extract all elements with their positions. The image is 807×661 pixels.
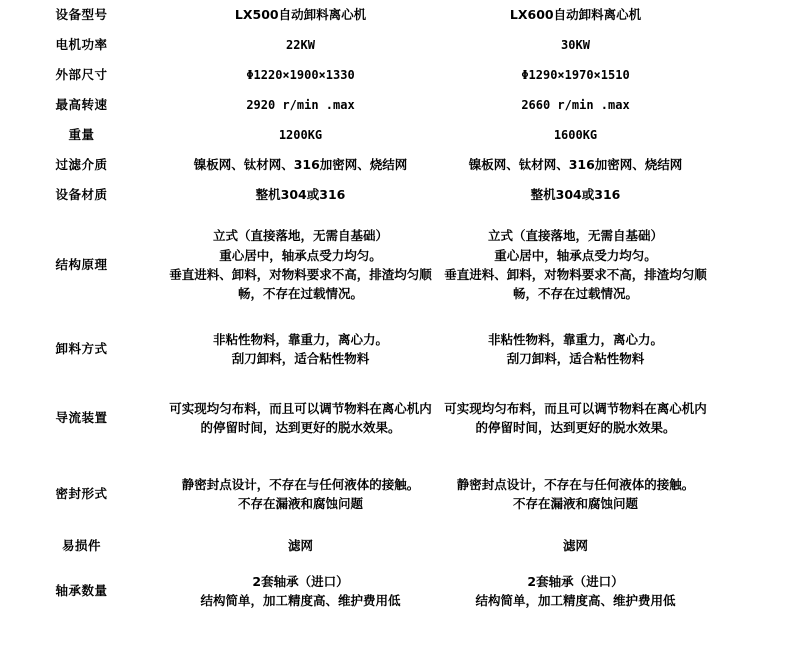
table-row: [0, 458, 807, 530]
cell-line: 重心居中，轴承点受力均匀。: [219, 247, 382, 263]
spacer-cell: [713, 0, 807, 30]
table-row: [0, 60, 807, 90]
model-lx500-value: [163, 120, 438, 150]
model-lx600-value: [438, 320, 713, 378]
model-lx500-value: [163, 0, 438, 30]
model-lx600-value: [438, 30, 713, 60]
spacer-cell: [713, 30, 807, 60]
model-lx500-value: [163, 60, 438, 90]
model-lx600-value: [438, 60, 713, 90]
model-lx600-value: [438, 378, 713, 458]
cell-line: 滤网: [287, 538, 313, 554]
table-row: [0, 320, 807, 378]
model-lx600-value: [438, 180, 713, 210]
model-lx600-value: [438, 150, 713, 180]
cell-line: 非粘性物料，靠重力，离心力。: [212, 331, 388, 347]
cell-line: 1600KG: [553, 127, 598, 142]
table-row: [0, 530, 807, 562]
cell-line: 重心居中，轴承点受力均匀。: [494, 247, 657, 263]
row-label: 最高转速: [55, 97, 108, 113]
row-label: 卸料方式: [55, 341, 108, 357]
cell-line: 垂直进料、卸料，对物料要求不高，排渣均匀顺: [169, 267, 432, 282]
table-row: [0, 120, 807, 150]
cell-line: 刮刀卸料，适合粘性物料: [506, 351, 645, 366]
cell-line: 垂直进料、卸料，对物料要求不高，排渣均匀顺: [444, 267, 707, 282]
cell-line: LX500自动卸料离心机: [234, 7, 367, 23]
spacer-cell: [713, 180, 807, 210]
cell-line: 2套轴承（进口）: [252, 573, 349, 589]
spacer-cell: [713, 320, 807, 378]
table-row: [0, 180, 807, 210]
spacer-cell: [713, 90, 807, 120]
cell-line: LX600自动卸料离心机: [509, 7, 642, 23]
cell-line: 22KW: [286, 37, 315, 52]
row-label: 密封形式: [55, 486, 108, 502]
cell-line: 不存在漏液和腐蚀问题: [512, 496, 638, 511]
model-lx500-value: [163, 562, 438, 620]
model-lx500-value: [163, 378, 438, 458]
cell-line: 可实现均匀布料，而且可以调节物料在离心机内: [444, 400, 707, 416]
spacer-cell: [713, 210, 807, 320]
spacer-cell: [713, 458, 807, 530]
model-lx600-value: [438, 562, 713, 620]
model-lx500-value: [163, 180, 438, 210]
row-label: 导流装置: [55, 410, 108, 426]
row-label: 电机功率: [55, 37, 108, 53]
cell-line: 结构简单，加工精度高、维护费用低: [200, 593, 401, 608]
table-row: [0, 210, 807, 320]
spacer-cell: [713, 120, 807, 150]
table-row: [0, 90, 807, 120]
spacer-cell: [713, 562, 807, 620]
model-lx600-value: [438, 120, 713, 150]
cell-line: 2660 r/min .max: [521, 97, 630, 112]
cell-line: 非粘性物料，靠重力，离心力。: [487, 331, 663, 347]
cell-line: 刮刀卸料，适合粘性物料: [231, 351, 370, 366]
row-label: 设备型号: [55, 7, 108, 23]
cell-line: 不存在漏液和腐蚀问题: [237, 496, 363, 511]
cell-line: 整机304或316: [530, 187, 621, 203]
model-lx600-value: [438, 458, 713, 530]
cell-line: 畅，不存在过载情况。: [237, 286, 363, 302]
model-lx500-value: [163, 210, 438, 320]
table-row: [0, 562, 807, 620]
row-label: 设备材质: [55, 187, 108, 203]
cell-line: 2套轴承（进口）: [527, 573, 624, 589]
row-label: 过滤介质: [55, 157, 108, 173]
cell-line: 镍板网、钛材网、316加密网、烧结网: [193, 157, 408, 173]
model-lx600-value: [438, 0, 713, 30]
cell-line: 滤网: [562, 538, 588, 554]
cell-line: Φ1290×1970×1510: [521, 67, 630, 82]
model-lx500-value: [163, 90, 438, 120]
spacer-cell: [713, 60, 807, 90]
model-lx600-value: [438, 210, 713, 320]
row-label: 重量: [68, 127, 95, 143]
cell-line: 畅，不存在过载情况。: [512, 286, 638, 302]
table-row: [0, 30, 807, 60]
row-label: 结构原理: [55, 257, 108, 273]
model-lx600-value: [438, 530, 713, 562]
cell-line: 立式（直接落地，无需自基础）: [487, 228, 663, 244]
cell-line: Φ1220×1900×1330: [246, 67, 355, 82]
row-label: 易损件: [61, 538, 101, 554]
row-label: 轴承数量: [55, 583, 108, 599]
cell-line: 结构简单，加工精度高、维护费用低: [475, 593, 676, 608]
cell-line: 镍板网、钛材网、316加密网、烧结网: [468, 157, 683, 173]
row-label: 外部尺寸: [55, 67, 108, 83]
model-lx500-value: [163, 320, 438, 378]
cell-line: 的停留时间，达到更好的脱水效果。: [475, 420, 676, 435]
table-row: [0, 0, 807, 30]
cell-line: 静密封点设计，不存在与任何液体的接触。: [456, 476, 695, 492]
cell-line: 立式（直接落地，无需自基础）: [212, 228, 388, 244]
table-row: [0, 150, 807, 180]
cell-line: 的停留时间，达到更好的脱水效果。: [200, 420, 401, 435]
model-lx600-value: [438, 90, 713, 120]
model-lx500-value: [163, 150, 438, 180]
cell-line: 2920 r/min .max: [246, 97, 355, 112]
spacer-cell: [713, 150, 807, 180]
table-row: [0, 378, 807, 458]
model-lx500-value: [163, 530, 438, 562]
spacer-cell: [713, 378, 807, 458]
cell-line: 可实现均匀布料，而且可以调节物料在离心机内: [169, 400, 432, 416]
spacer-cell: [713, 530, 807, 562]
cell-line: 30KW: [561, 37, 590, 52]
cell-line: 静密封点设计，不存在与任何液体的接触。: [181, 476, 420, 492]
cell-line: 1200KG: [278, 127, 323, 142]
model-lx500-value: [163, 30, 438, 60]
model-lx500-value: [163, 458, 438, 530]
cell-line: 整机304或316: [255, 187, 346, 203]
